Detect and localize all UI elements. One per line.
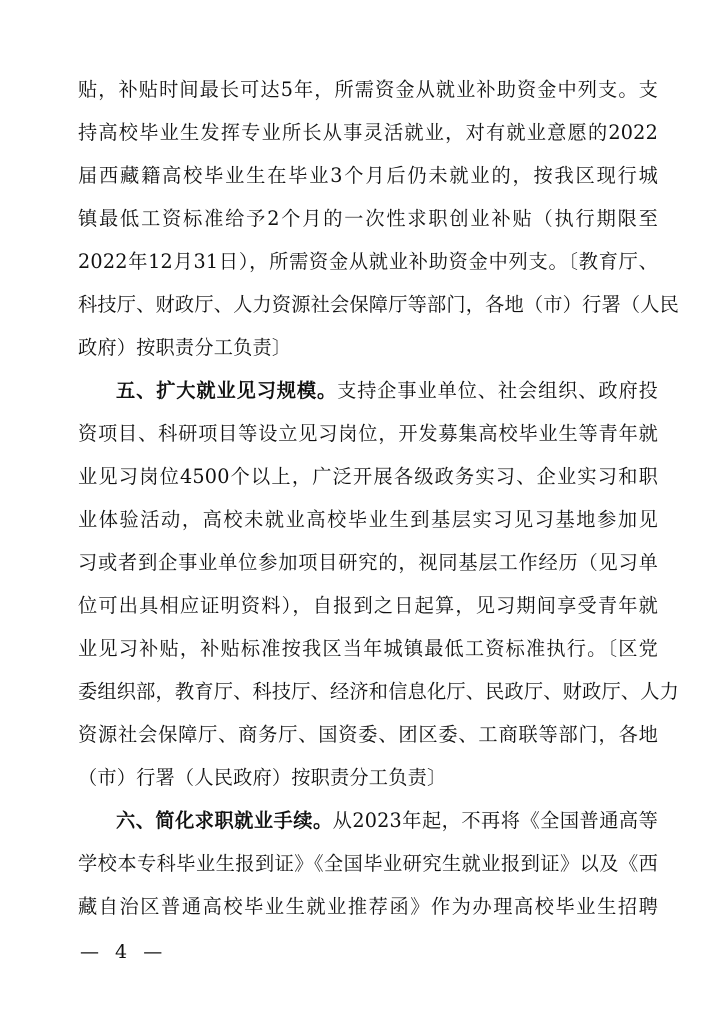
text-line: 持高校毕业生发挥专业所长从事灵活就业，对有就业意愿的2022 — [78, 121, 658, 144]
section-first-line — [78, 369, 658, 412]
text-line: 2022年12月31日），所需资金从就业补助资金中列支。〔教育厅、 — [78, 250, 658, 273]
footer-dash: — — [143, 941, 163, 963]
section-heading: 五、扩大就业见习规模。 — [116, 379, 338, 402]
text-line: 业见习岗位4500个以上，广泛开展各级政务实习、企业实习和职 — [78, 465, 658, 488]
text-line: 业见习补贴，补贴标准按我区当年城镇最低工资标准执行。〔区党 — [78, 637, 658, 660]
text-line: 贴，补贴时间最长可达5年，所需资金从就业补助资金中列支。支 — [78, 78, 658, 101]
section-text: 支持企事业单位、社会组织、政府投 — [337, 379, 658, 402]
paragraph-policy-continued — [78, 68, 680, 369]
text-line: 镇最低工资标准给予2个月的一次性求职创业补贴（执行期限至 — [78, 207, 658, 230]
text-line: 资项目、科研项目等设立见习岗位，开发募集高校毕业生等青年就 — [78, 422, 658, 445]
text-line: 学校本专科毕业生报到证》《全国毕业研究生就业报到证》以及《西 — [78, 852, 658, 875]
text-line: 资源社会保障厅、商务厅、国资委、团区委、工商联等部门，各地 — [78, 723, 658, 746]
section-heading: 六、简化求职就业手续。 — [116, 809, 333, 832]
page-footer — [80, 938, 162, 966]
page-body — [78, 68, 680, 928]
text-line: 藏自治区普通高校毕业生就业推荐函》作为办理高校毕业生招聘 — [78, 895, 658, 918]
text-line: （市）行署（人民政府）按职责分工负责〕 — [78, 766, 447, 789]
section-text: 从2023年起，不再将《全国普通高等 — [332, 809, 658, 832]
text-line: 政府）按职责分工负责〕 — [78, 336, 292, 359]
section-internship — [78, 369, 680, 799]
text-line: 委组织部，教育厅、科技厅、经济和信息化厅、民政厅、财政厅、人力 — [78, 680, 680, 703]
text-line: 业体验活动，高校未就业高校毕业生到基层实习见习基地参加见 — [78, 508, 658, 531]
section-first-line — [78, 799, 658, 842]
text-line: 习或者到企事业单位参加项目研究的，视同基层工作经历（见习单 — [78, 551, 658, 574]
text-line: 届西藏籍高校毕业生在毕业3个月后仍未就业的，按我区现行城 — [78, 164, 658, 187]
text-line: 位可出具相应证明资料），自报到之日起算，见习期间享受青年就 — [78, 594, 658, 617]
section-simplify-procedures — [78, 799, 658, 928]
page-number: 4 — [115, 941, 128, 963]
text-line: 科技厅、财政厅、人力资源社会保障厅等部门，各地（市）行署（人民 — [78, 293, 680, 316]
footer-dash: — — [80, 941, 99, 963]
